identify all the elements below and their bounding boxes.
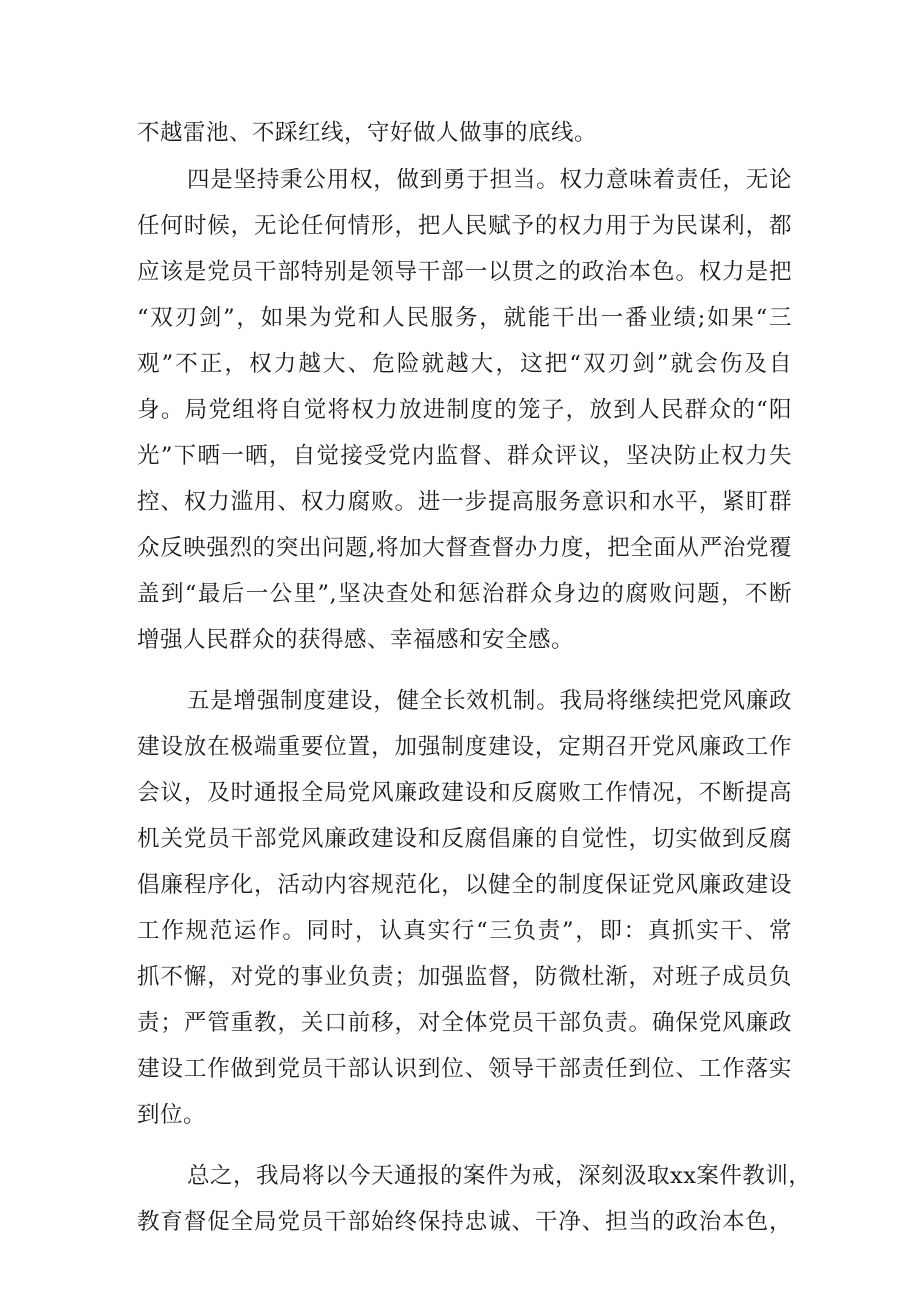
text-line: 教育督促全局党员干部始终保持忠诚、干净、担当的政治本色， [137, 1209, 792, 1235]
paragraph-first-line: 四是坚持秉公用权，做到勇于担当。权力意味着责任，无论 [187, 167, 792, 193]
text-line: 不越雷池、不踩红线，守好做人做事的底线。 [137, 120, 598, 146]
text-line: 任何时候，无论任何情形，把人民赋予的权力用于为民谋利，都 [137, 213, 792, 239]
text-line: 盖到“最后一公里”,坚决查处和惩治群众身边的腐败问题，不断 [137, 581, 792, 607]
text-line: 控、权力滥用、权力腐败。进一步提高服务意识和水平，紧盯群 [137, 489, 792, 515]
text-line: 到位。 [137, 1102, 207, 1128]
text-line: 身。局党组将自觉将权力放进制度的笼子，放到人民群众的“阳 [137, 397, 792, 423]
text-line: 增强人民群众的获得感、幸福感和安全感。 [137, 627, 575, 653]
text-line: 建设工作做到党员干部认识到位、领导干部责任到位、工作落实 [137, 1056, 792, 1082]
text-line: 工作规范运作。同时，认真实行“三负责”，即：真抓实干、常 [137, 918, 792, 944]
text-line: 倡廉程序化，活动内容规范化，以健全的制度保证党风廉政建设 [137, 872, 792, 898]
text-line: 应该是党员干部特别是领导干部一以贯之的政治本色。权力是把 [137, 259, 792, 285]
text-line: 建设放在极端重要位置，加强制度建设，定期召开党风廉政工作 [137, 734, 792, 760]
text-line: 责；严管重教，关口前移，对全体党员干部负责。确保党风廉政 [137, 1010, 792, 1036]
text-line: 观”不正，权力越大、危险就越大，这把“双刃剑”就会伤及自 [137, 351, 792, 377]
text-line: 会议，及时通报全局党风廉政建设和反腐败工作情况，不断提高 [137, 780, 792, 806]
text-line: 众反映强烈的突出问题,将加大督查督办力度，把全面从严治党覆 [137, 535, 792, 561]
text-line: 机关党员干部党风廉政建设和反腐倡廉的自觉性，切实做到反腐 [137, 826, 792, 852]
text-line: 光”下晒一晒，自觉接受党内监督、群众评议，坚决防止权力失 [137, 443, 792, 469]
paragraph-first-line: 五是增强制度建设，健全长效机制。我局将继续把党风廉政 [187, 688, 792, 714]
paragraph-first-line: 总之，我局将以今天通报的案件为戒，深刻汲取xx案件教训， [187, 1163, 812, 1189]
text-line: “双刃剑”，如果为党和人民服务，就能干出一番业绩;如果“三 [137, 305, 792, 331]
text-line: 抓不懈，对党的事业负责；加强监督，防微杜渐，对班子成员负 [137, 964, 792, 990]
